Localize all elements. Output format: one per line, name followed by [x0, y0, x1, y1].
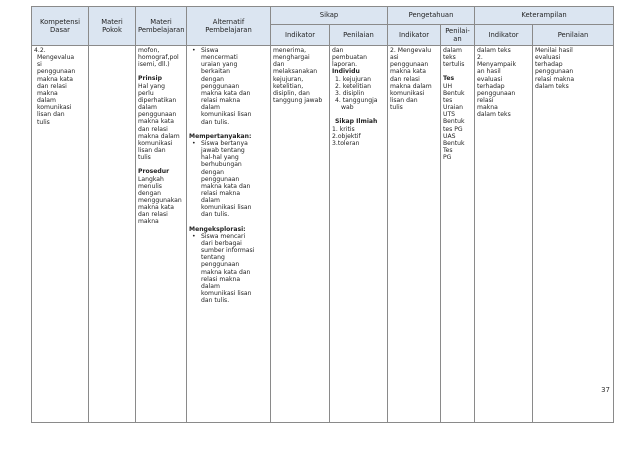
text-line: dalam: [201, 104, 220, 112]
page-number: 37: [601, 386, 610, 394]
text-line: relasi makna: [535, 75, 575, 83]
text-line: penggunaan: [138, 111, 177, 119]
text-line: UTS: [443, 111, 456, 119]
text-line: disiplin, dan: [273, 89, 310, 97]
header-materi-pembelajaran: Materi Pembelajaran: [136, 7, 187, 46]
text-line: berkaitan: [201, 68, 230, 76]
text-line: asi: [390, 54, 399, 62]
text-line: terhadap: [535, 61, 563, 69]
text-line: mencermati: [201, 54, 238, 62]
text-line: penggunaan: [201, 82, 240, 90]
text-line: dan: [273, 61, 285, 69]
text-line: dan tulis.: [201, 118, 230, 126]
peng-tes-heading: Tes: [443, 75, 455, 83]
text-line: UAS: [443, 132, 456, 140]
text-line: dan relasi: [138, 211, 168, 219]
text-line: makna kata dan: [201, 182, 251, 190]
text-line: sumber informasi: [201, 247, 255, 255]
text-line: homograf,pol: [138, 54, 179, 62]
ap-lines-1: [189, 47, 268, 126]
ap-lines-3: [189, 233, 268, 305]
text-line: makna: [37, 89, 58, 97]
text-line: lisan dan: [37, 111, 65, 119]
text-line: Menyampaik: [477, 61, 516, 69]
header-sikap-penilaian: Penilaian: [330, 25, 388, 46]
text-line: tes: [443, 96, 453, 104]
text-line: pembuatan: [332, 54, 368, 62]
header-pengetahuan-indikator: Indikator: [388, 25, 441, 46]
text-line: dengan: [138, 189, 161, 197]
cell-sikap-penilaian: [330, 46, 388, 423]
text-line: penggunaan: [390, 61, 429, 69]
text-line: evaluasi: [535, 54, 561, 62]
text-line: teks: [443, 54, 456, 62]
text-line: lisan dan: [138, 147, 166, 155]
text-line: makna dalam: [138, 132, 180, 140]
text-line: tes PG: [443, 125, 463, 133]
text-line: Uraian: [443, 104, 463, 112]
text-line: menggunakan: [138, 196, 182, 204]
header-materi-pokok: Materi Pokok: [89, 7, 136, 46]
mp-lines-3: [138, 176, 184, 226]
text-line: dalam: [37, 97, 56, 105]
text-line: relasi makna: [201, 97, 241, 105]
text-line: Bentuk: [443, 89, 465, 97]
header-keterampilan-penilaian: Penilaian: [533, 25, 614, 46]
text-line: kejujuran,: [273, 75, 304, 83]
text-line: 2.: [477, 54, 483, 62]
text-line: makna kata: [37, 75, 74, 83]
sikap-ilmiah-heading: Sikap Ilmiah: [335, 118, 378, 126]
text-line: dan tulis.: [201, 297, 230, 305]
kd-lines: [34, 47, 86, 126]
text-line: dalam: [201, 282, 220, 290]
text-line: dengan: [201, 168, 224, 176]
sikap-ilmiah-list: [332, 126, 385, 147]
cell-pengetahuan-indikator: [388, 46, 441, 423]
text-line: uraian yang: [201, 61, 238, 69]
text-line: makna kata dan: [201, 89, 251, 97]
text-line: dan: [332, 47, 344, 54]
text-line: ketelitian,: [273, 82, 304, 90]
text-line: tulis: [390, 104, 403, 112]
sikap-pen-wab: wab: [341, 104, 354, 112]
text-line: perlu: [138, 89, 154, 97]
text-line: Mengevalua: [37, 54, 75, 62]
mp-lines-2: [138, 83, 184, 162]
text-line: komunikasi lisan: [201, 290, 252, 297]
text-line: berhubungan: [201, 161, 242, 169]
text-line: Langkah: [138, 175, 164, 183]
peng-pen-lines-2: [443, 83, 472, 162]
text-line: dalam teks: [535, 82, 569, 90]
header-kompetensi-dasar: Kompetensi Dasar: [32, 7, 89, 46]
text-line: makna kata: [390, 68, 427, 76]
text-line: 1. kritis: [332, 125, 355, 133]
sikap-individu-heading: Individu: [332, 68, 360, 76]
ket-pen-lines: [535, 47, 611, 90]
text-line: dalam teks: [477, 47, 511, 54]
text-line: relasi makna: [201, 275, 241, 283]
text-line: makna: [477, 104, 498, 112]
ket-ind-lines: [477, 47, 530, 119]
ap-heading-mempertanyakan: Mempertanyakan:: [189, 132, 252, 140]
text-line: dari berbagai: [201, 239, 242, 247]
text-line: menerima,: [273, 47, 307, 54]
text-line: komunikasi: [138, 139, 173, 147]
peng-pen-lines-1: [443, 47, 472, 68]
text-line: 2.objektif: [332, 132, 361, 140]
text-line: dan relasi: [37, 82, 67, 90]
text-line: an hasil: [477, 68, 501, 76]
text-line: tertulis: [443, 61, 465, 69]
mp-prinsip-heading: Prinsip: [138, 75, 162, 83]
cell-keterampilan-indikator: [475, 46, 533, 423]
text-line: relasi makna: [201, 189, 241, 197]
text-line: jawab tentang: [201, 147, 245, 155]
text-line: 4. tanggungja: [335, 97, 378, 105]
text-line: dengan: [201, 75, 224, 83]
text-line: menulis: [138, 182, 162, 190]
text-line: Hal yang: [138, 82, 166, 90]
text-line: si: [37, 61, 42, 69]
header-alternatif-pembelajaran: Alternatif Pembelajaran: [187, 7, 271, 46]
text-line: • Siswa bertanya: [189, 140, 268, 147]
header-pengetahuan-penilaian: Penilai-an: [441, 25, 475, 46]
text-line: hal-hal yang: [201, 154, 239, 162]
text-line: makna: [138, 218, 159, 226]
text-line: UH: [443, 82, 453, 90]
text-line: penggunaan: [477, 89, 516, 97]
text-line: dalam: [201, 197, 220, 205]
text-line: makna kata dan: [201, 268, 251, 276]
text-line: dalam: [138, 104, 157, 112]
text-line: 3.toleran: [332, 139, 360, 147]
text-line: dalam: [443, 47, 462, 54]
text-line: lisan dan: [390, 97, 418, 105]
cell-keterampilan-penilaian: [533, 46, 614, 423]
syllabus-table: [31, 6, 614, 423]
text-line: • Siswa: [189, 47, 268, 54]
text-line: terhadap: [477, 82, 505, 90]
mp-lines-1: [138, 47, 184, 68]
text-line: penggunaan: [201, 261, 240, 269]
text-line: dalam teks: [477, 111, 511, 119]
cell-kompetensi-dasar: [32, 46, 89, 423]
text-line: 1. kejujuran: [335, 75, 372, 83]
text-line: penggunaan: [201, 175, 240, 183]
sikap-ind-lines: [273, 47, 327, 104]
text-line: 4.2.: [34, 47, 46, 54]
sikap-pen-lines: [332, 47, 385, 68]
text-line: makna kata: [138, 118, 175, 126]
text-line: melaksanakan: [273, 68, 318, 76]
text-line: • Siswa mencari: [189, 233, 268, 240]
cell-pengetahuan-penilaian: [441, 46, 475, 423]
text-line: komunikasi: [390, 89, 425, 97]
text-line: isemi, dll.): [138, 61, 170, 69]
mp-prosedur-heading: Prosedur: [138, 168, 170, 176]
header-pengetahuan: Pengetahuan: [388, 7, 475, 25]
text-line: menghargai: [273, 54, 310, 62]
text-line: makna kata: [138, 204, 175, 212]
sikap-individu-list: [332, 76, 385, 105]
header-sikap: Sikap: [271, 7, 388, 25]
ap-heading-mengeksplorasi: Mengeksplorasi:: [189, 225, 246, 233]
cell-materi-pembelajaran: [136, 46, 187, 423]
text-line: tulis: [37, 118, 50, 126]
peng-ind-lines: [390, 47, 438, 111]
text-line: relasi: [477, 97, 494, 105]
text-line: dan relasi: [390, 75, 420, 83]
text-line: tentang: [201, 254, 225, 262]
text-line: komunikasi lisan: [201, 111, 252, 119]
text-line: Bentuk: [443, 139, 465, 147]
text-line: PG: [443, 154, 452, 162]
header-keterampilan-indikator: Indikator: [475, 25, 533, 46]
ap-lines-2: [189, 140, 268, 219]
text-line: evaluasi: [477, 75, 503, 83]
header-sikap-indikator: Indikator: [271, 25, 330, 46]
header-keterampilan: Keterampilan: [475, 7, 614, 25]
text-line: 2. Mengevalu: [390, 47, 432, 54]
cell-alternatif-pembelajaran: [187, 46, 271, 423]
text-line: Tes: [443, 147, 453, 155]
text-line: Menilai hasil: [535, 47, 573, 54]
text-line: dan relasi: [138, 125, 168, 133]
text-line: tulis: [138, 154, 151, 162]
text-line: mofon,: [138, 47, 160, 54]
text-line: diperhatikan: [138, 96, 177, 104]
text-line: komunikasi lisan: [201, 204, 252, 212]
text-line: tanggung jawab: [273, 97, 323, 105]
text-line: komunikasi: [37, 104, 72, 112]
text-line: penggunaan: [535, 68, 574, 76]
text-line: makna dalam: [390, 82, 432, 90]
text-line: laporan.: [332, 61, 358, 69]
text-line: dan tulis.: [201, 211, 230, 219]
text-line: 3. disiplin: [335, 89, 365, 97]
cell-sikap-indikator: [271, 46, 330, 423]
cell-materi-pokok: [89, 46, 136, 423]
text-line: 2. ketelitian: [335, 82, 372, 90]
text-line: Bentuk: [443, 118, 465, 126]
text-line: penggunaan: [37, 68, 76, 76]
